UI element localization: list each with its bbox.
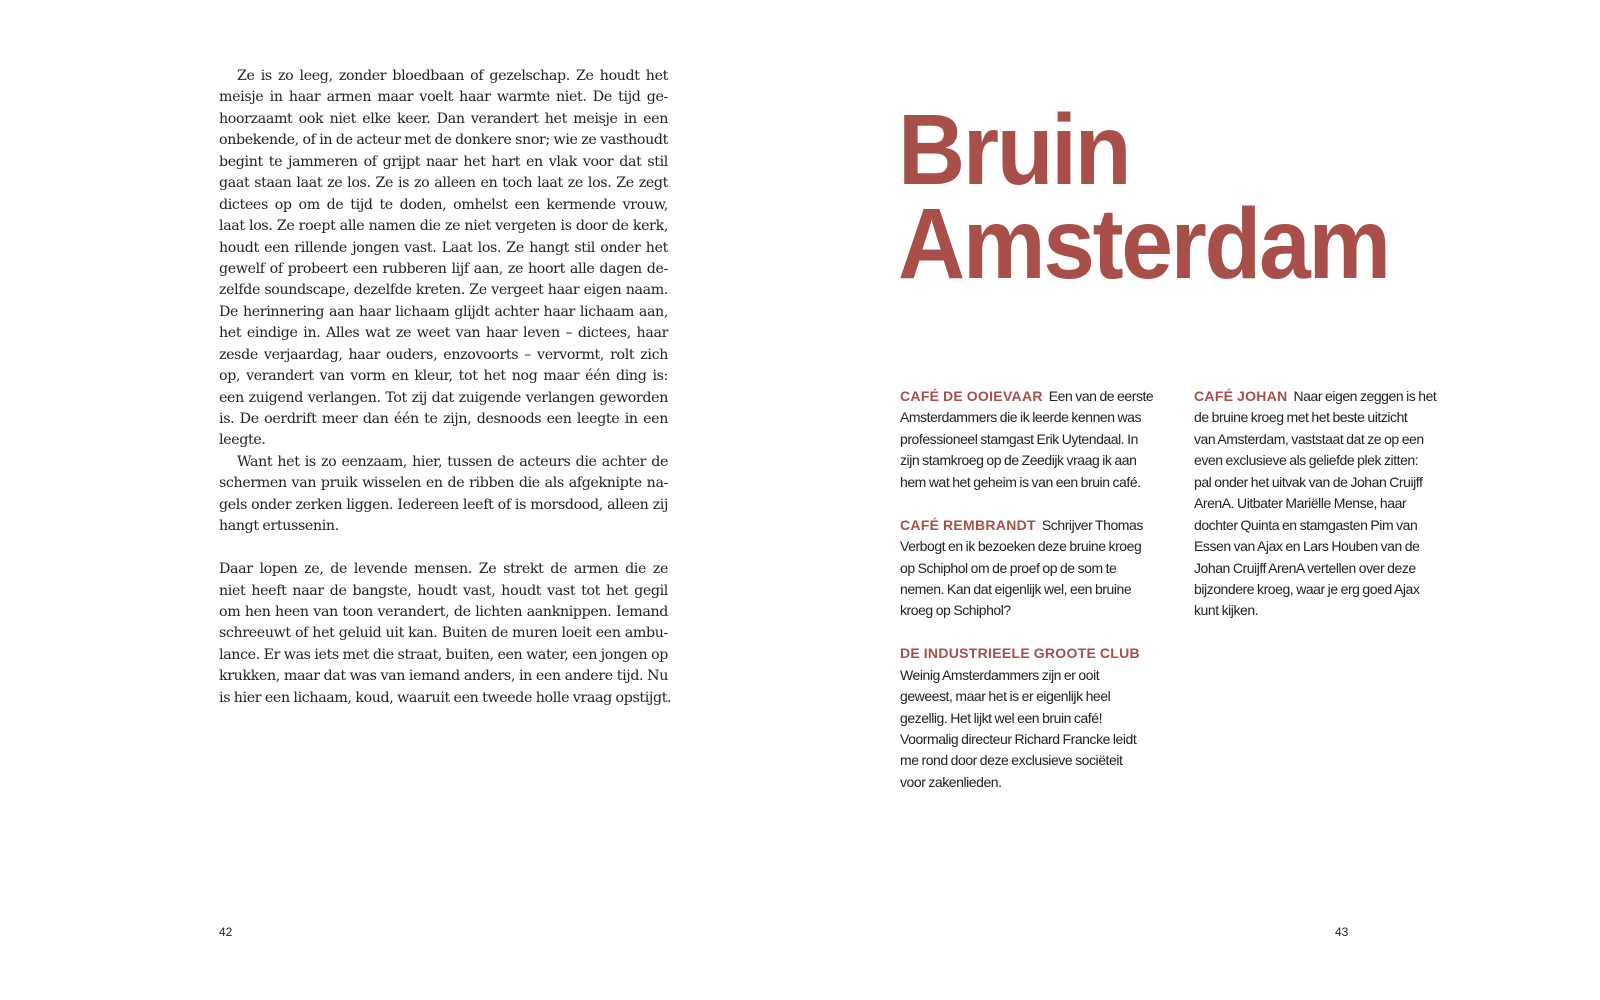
cafe-entry [900,386,1170,493]
text-line: onbekende, of in de acteur met de donkere snor; wie ze vasthoudt [219,132,668,149]
text-segment: Naar eigen zeggen is het [1293,388,1437,404]
text-line: Essen van Ajax en Lars Houben van de [1194,538,1420,555]
cafe-entry [900,515,1170,622]
paragraph [219,452,668,538]
text-line: zelfde soundscape, dezelfde kreten. Ze vergeet haar eigen naam. [219,282,668,299]
text-line: Want het is zo eenzaam, hier, tussen de acteurs die achter de [237,453,668,470]
text-line: gezellig. Het lijkt wel een bruin café! [900,709,1103,726]
text-line: zesde verjaardag, haar ouders, enzovoorts – vervormt, rolt zich [219,346,668,363]
text-line: krukken, maar dat was van iemand anders, in een andere tijd. Nu [219,668,668,685]
text-line: gels onder zerken liggen. Iedereen leeft of is morsdood, alleen zij [219,496,668,513]
text-line: niet heeft naar de bangste, houdt vast, houdt vast tot het gegil [219,582,668,599]
text-line: voor zakenlieden. [900,773,1002,790]
text-line: laat los. Ze roept alle namen die ze niet vergeten is door de kerk, [219,218,668,235]
text-line: lance. Er was iets met die straat, buiten, een water, een jongen op [219,646,668,663]
text-line: houdt een rillende jongen vast. Laat los. Ze hangt stil onder het [219,239,668,256]
heading-line [900,643,1170,664]
text-line: is hier een lichaam, koud, waaruit een tweede holle vraag opstijgt. [219,689,672,706]
paragraph [219,66,668,452]
cafe-heading: CAFÉ DE OOIEVAAR [900,388,1043,404]
text-line: van Amsterdam, vaststaat dat ze op een [1194,430,1424,447]
text-line: op, verandert van vorm en kleur, tot het nog maar één ding is: [219,368,668,385]
text-line: meisje in haar armen maar voelt haar warmte niet. De tijd ge- [219,89,668,106]
text-line [900,386,1170,407]
text-line: dictees op om de tijd te doden, omhelst een kermende vrouw, [219,196,668,213]
text-line: gewelf of probeert een rubberen lijf aan, ze hoort alle dagen de- [219,260,668,277]
page-number-left: 42 [219,925,233,939]
text-line: op Schiphol om de proef op de som te [900,559,1117,576]
text-line: nemen. Kan dat eigenlijk wel, een bruine [900,580,1132,597]
text-line: kroeg op Schiphol? [900,602,1011,619]
text-line: om hen heen van toon verandert, de lichten aanknippen. Iemand [219,603,668,620]
text-line: geweest, maar het is er eigenlijk heel [900,688,1111,705]
cafe-heading: CAFÉ REMBRANDT [900,516,1036,533]
text-line: ArenA. Uitbater Mariëlle Mense, haar [1194,495,1407,512]
text-line: De herinnering aan haar lichaam glijdt achter haar lichaam aan, [219,303,668,320]
cafe-entry [900,643,1170,793]
text-line: begint te jammeren of grijpt naar het hart en vlak voor dat stil [219,153,668,170]
text-line: hem wat het geheim is van een bruin café. [900,473,1141,490]
text-line: me rond door deze exclusieve sociëteit [900,752,1123,769]
text-line: professioneel stamgast Erik Uytendaal. In [900,430,1138,447]
text-line: zijn stamkroeg op de Zeedijk vraag ik aan [900,452,1137,469]
chapter-title-line: Bruin [898,94,1130,206]
text-line: Ze is zo leeg, zonder bloedbaan of gezelschap. Ze houdt het [237,68,668,84]
text-line: dochter Quinta en stamgasten Pim van [1194,516,1418,533]
text-line: even exclusieve als geliefde plek zitten: [1194,452,1419,469]
chapter-title-line: Amsterdam [898,188,1389,300]
cafe-heading: CAFÉ JOHAN [1194,388,1288,404]
text-line: hangt ertussenin. [219,518,339,535]
text-segment: Schrijver Thomas [1041,516,1143,533]
text-line: leegte. [219,432,266,449]
page-number-right: 43 [1335,925,1349,939]
text-line: een zuigend verlangen. Tot zij dat zuigende verlangen geworden [219,389,668,406]
chapter-title [898,94,1389,300]
text-line: pal onder het uitvak van de Johan Cruijff [1194,473,1423,490]
left-page-body-text [219,66,672,709]
text-line: de bruine kroeg met het beste uitzicht [1194,409,1408,426]
text-line: Daar lopen ze, de levende mensen. Ze strekt de armen die ze [219,561,668,578]
text-line: schreeuwt of het geluid uit kan. Buiten de muren loeit een ambu- [219,625,668,642]
text-line: Amsterdammers die ik leerde kennen was [900,409,1142,426]
text-segment: Een van de eerste [1048,388,1154,404]
cafe-entry [1194,386,1464,622]
text-line: Weinig Amsterdammers zijn er ooit [900,666,1100,683]
right-page-column-1 [900,386,1170,815]
text-line: Johan Cruijff ArenA vertellen over deze [1194,559,1416,576]
text-line: hoorzaamt ook niet elke keer. Dan verandert het meisje in een [219,110,668,127]
paragraph-gap [219,538,668,559]
right-page-column-2 [1194,386,1464,643]
text-line: Verbogt en ik bezoeken deze bruine kroeg [900,538,1142,555]
text-line: het eindige in. Alles wat ze weet van haar leven – dictees, haar [219,325,668,342]
text-line: Voormalig directeur Richard Francke leidt [900,731,1137,747]
text-line: gaat staan laat ze los. Ze is zo alleen en toch laat ze los. Ze zegt [219,175,668,192]
cafe-heading: DE INDUSTRIEELE GROOTE CLUB [900,645,1140,662]
text-line: is. De oerdrift meer dan één te zijn, desnoods een leegte in een [219,411,668,427]
text-line: kunt kijken. [1194,602,1259,619]
text-line [900,515,1170,536]
text-line: bijzondere kroeg, waar je erg goed Ajax [1194,580,1420,597]
paragraph [219,559,672,709]
text-line [1194,386,1464,407]
text-line: schermen van pruik wisselen en de ribben die als afgeknipte na- [219,475,668,492]
